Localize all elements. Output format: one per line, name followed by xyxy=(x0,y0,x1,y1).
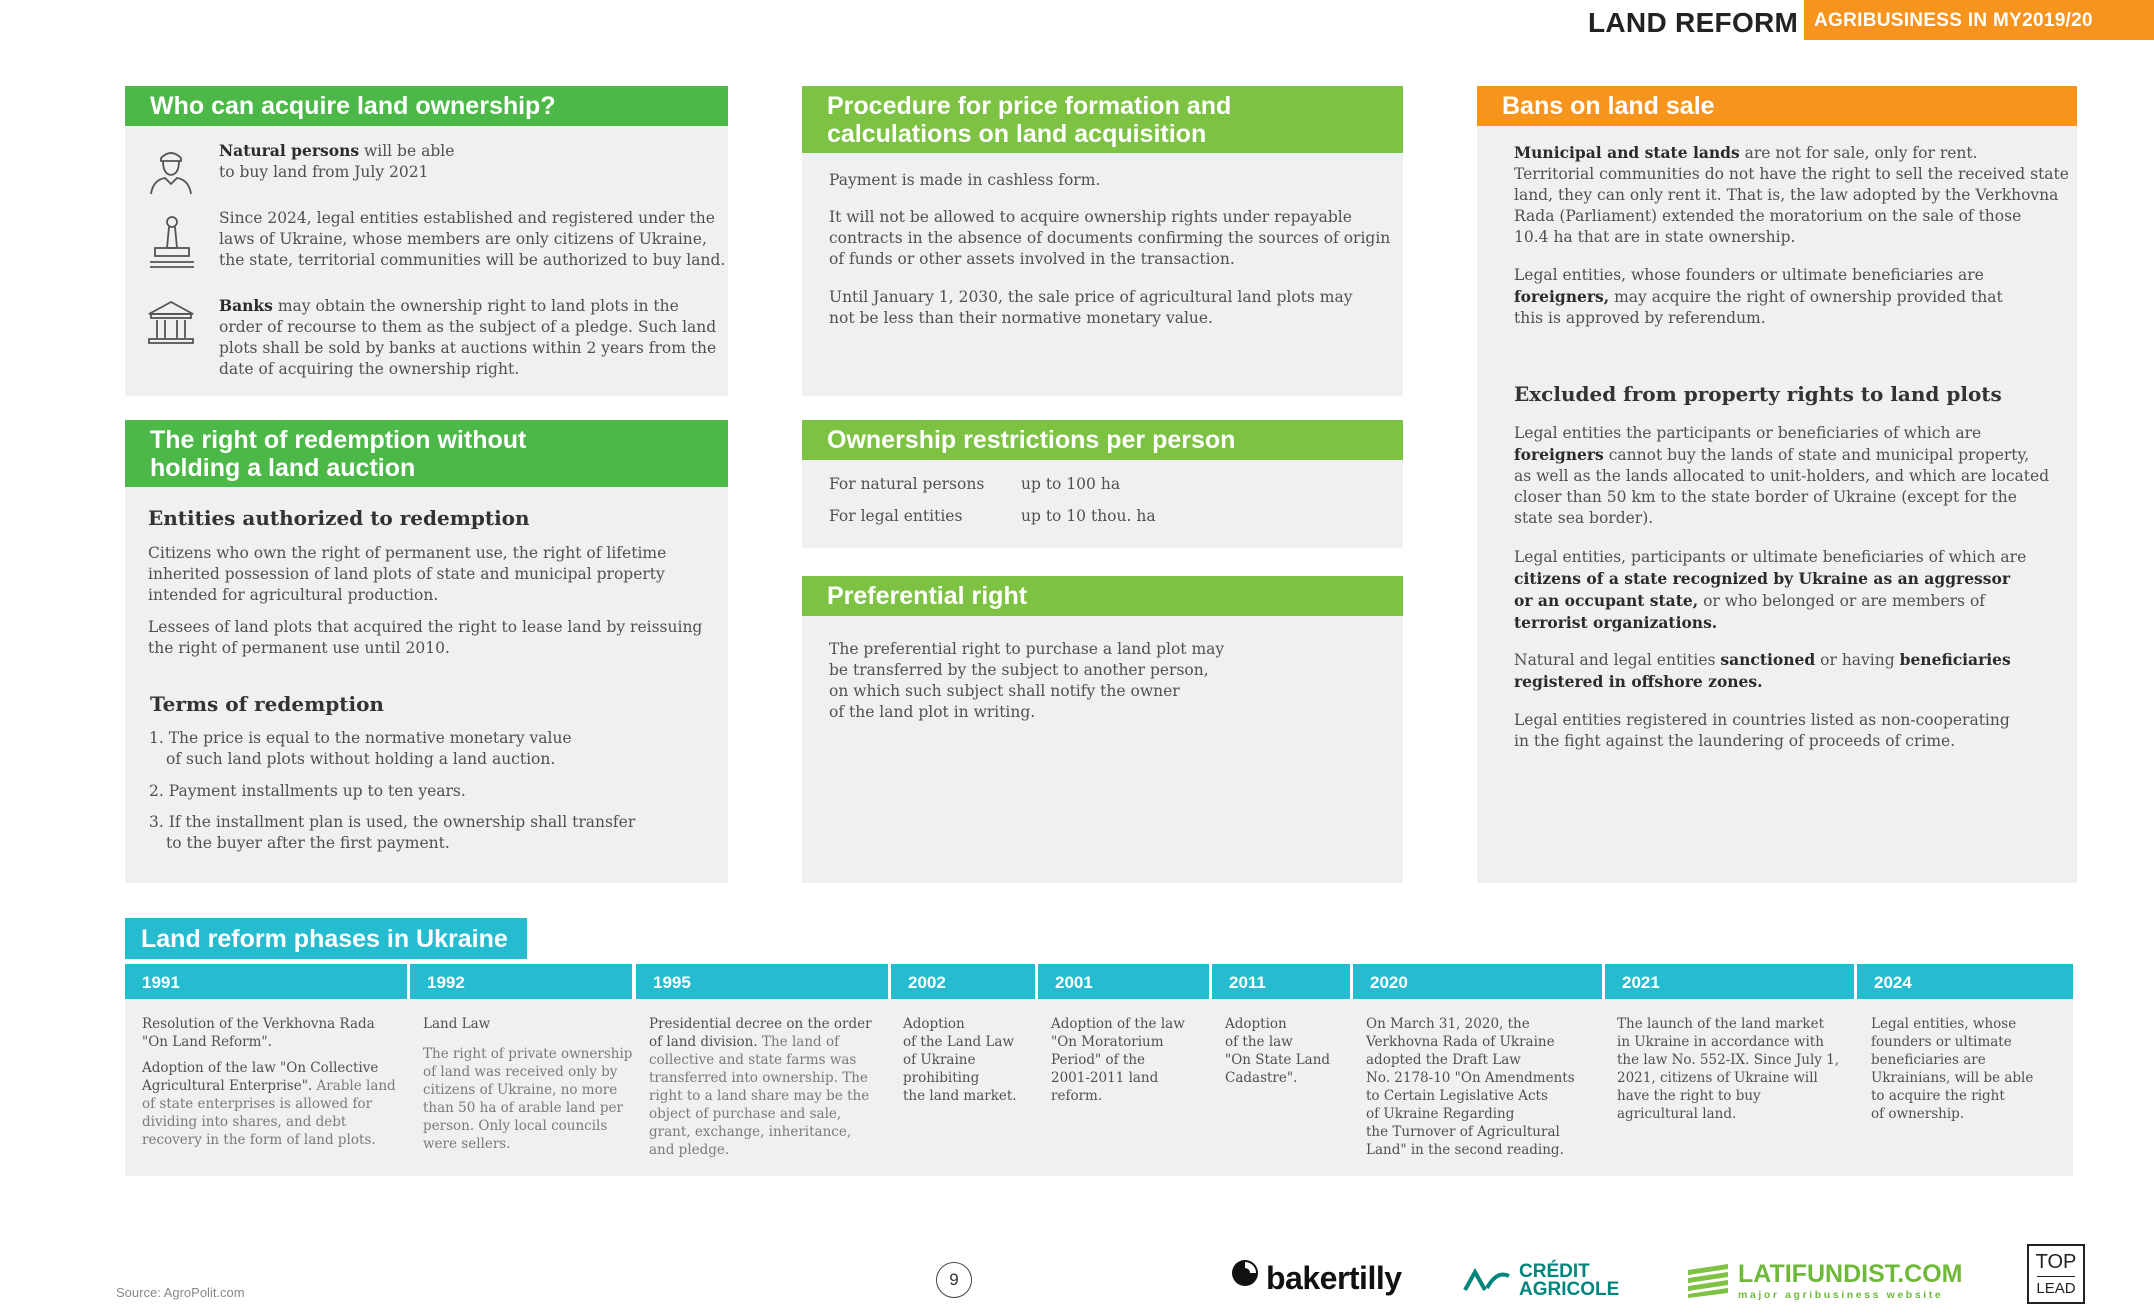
natural-persons-text: Natural persons will be able to buy land from July 2021 xyxy=(219,141,455,181)
terms-ownership-text: 3. If the installment plan is used, the ownership shall transfer to the buyer after the first payment. xyxy=(149,813,636,852)
timeline-text-2002: Adoption of the Land Law of Ukraine prohibiting the land market. xyxy=(903,1016,1017,1104)
timeline-year-2001: 2001 xyxy=(1038,964,1209,999)
latifundist-tagline: major agribusiness website xyxy=(1738,1289,1944,1301)
entities-authorized-subheading: Entities authorized to redemption xyxy=(148,506,530,530)
latifundist-logo[interactable] xyxy=(1688,1260,1988,1304)
excluded-sanctioned-text: Natural and legal entities sanctioned or having beneficiaries registered in offshore zones. xyxy=(1514,650,2011,691)
who-can-acquire-panel xyxy=(125,86,728,396)
top-lead-logo[interactable] xyxy=(2027,1244,2085,1304)
timeline-text-2024: Legal entities, whose founders or ultimate beneficiaries are Ukrainians, will be able to acquire the right of ownership. xyxy=(1871,1016,2034,1122)
credit-agricole-mark-icon xyxy=(1463,1268,1511,1292)
banks-text: Banks may obtain the ownership right to land plots in the order of recourse to them as the subject of a pledge. Such land plots shall be sold by banks at auctions within 2 years from the date of acquiring the ownership right. xyxy=(219,296,717,378)
restrictions-panel xyxy=(802,420,1403,548)
entities-citizens-text: Citizens who own the right of permanent use, the right of lifetime inherited possession of land plots of state and municipal property intended for agricultural production. xyxy=(148,544,667,604)
credit-agricole-line1: CRÉDIT xyxy=(1519,1261,1590,1282)
bakertilly-logo[interactable] xyxy=(1230,1254,1410,1300)
timeline-text-2020: On March 31, 2020, the Verkhovna Rada of Ukraine adopted the Draft Law No. 2178-10 "On Amendments to Certain Legislative Acts of Ukraine Regarding the Turnover of Agricultural Land" in the second reading. xyxy=(1366,1016,1575,1158)
preferential-text: The preferential right to purchase a land plot may be transferred by the subject to another person, on which such subject shall notify the owner of the land plot in writing. xyxy=(829,640,1225,721)
stamp-icon xyxy=(147,214,197,270)
timeline-text-2021: The launch of the land market in Ukraine in accordance with the law No. 552-IX. Since July 1, 2021, citizens of Ukraine will have the right to buy agricultural land. xyxy=(1617,1016,1840,1122)
report-tag: AGRIBUSINESS IN MY2019/20 xyxy=(1804,0,2154,40)
credit-agricole-line2: AGRICOLE xyxy=(1519,1279,1620,1300)
latifundist-wordmark: LATIFUNDIST.COM xyxy=(1738,1260,1963,1288)
restriction-natural-value: up to 100 ha xyxy=(1021,475,1121,493)
timeline-year-2002: 2002 xyxy=(891,964,1035,999)
restriction-legal-label: For legal entities xyxy=(829,507,963,525)
timeline-year-1995: 1995 xyxy=(636,964,888,999)
entities-lessees-text: Lessees of land plots that acquired the right to lease land by reissuing the right of permanent use until 2010. xyxy=(148,618,703,657)
timeline-text-1992: Land Law The right of private ownership of land was received only by citizens of Ukraine, no more than 50 ha of arable land per person. Only local councils were sellers. xyxy=(423,1016,633,1152)
excluded-aggressor-text: Legal entities, participants or ultimate beneficiaries of which are citizens of a state recognized by Ukraine as an aggressor or an occupant state, or who belonged or are members of terrorist organizations. xyxy=(1514,548,2027,632)
source-note: Source: AgroPolit.com xyxy=(116,1285,245,1300)
procedure-documents-text: It will not be allowed to acquire ownership rights under repayable contracts in the absence of documents confirming the sources of origin of funds or other assets involved in the transaction. xyxy=(829,208,1391,268)
timeline-year-2011: 2011 xyxy=(1212,964,1350,999)
procedure-price-text: Until January 1, 2030, the sale price of agricultural land plots may not be less than their normative monetary value. xyxy=(829,288,1353,327)
timeline-text-1995: Presidential decree on the order of land division. The land of collective and state farms was transferred into ownership. The right to a land share may be the object of purchase and sale, grant, exchange, inheritance, and pledge. xyxy=(649,1016,872,1158)
terms-price-text: 1. The price is equal to the normative monetary value of such land plots without holding a land auction. xyxy=(149,729,572,768)
top-lead-top: TOP xyxy=(2035,1251,2077,1273)
person-icon xyxy=(145,144,197,196)
bans-foreigners-text: Legal entities, whose founders or ultimate beneficiaries are foreigners, may acquire the right of ownership provided that this is approved by referendum. xyxy=(1514,266,2003,327)
legal-entities-text: Since 2024, legal entities established and registered under the laws of Ukraine, whose members are only citizens of Ukraine, the state, territorial communities will be authorized to buy land. xyxy=(219,209,726,269)
excluded-noncooperating-text: Legal entities registered in countries listed as non-cooperating in the fight against the laundering of proceeds of crime. xyxy=(1514,711,2010,750)
excluded-foreigners-text: Legal entities the participants or beneficiaries of which are foreigners cannot buy the lands of state and municipal property, as well as the lands allocated to unit-holders, and which are located closer than 50 km to the state border of Ukraine (except for the state sea border). xyxy=(1514,424,2050,527)
restrictions-heading: Ownership restrictions per person xyxy=(802,420,1403,460)
timeline-year-2021: 2021 xyxy=(1605,964,1854,999)
timeline-text-1991: Resolution of the Verkhovna Rada "On Land Reform". Adoption of the law "On Collective Agricultural Enterprise". Arable land of state enterprises is allowed for dividing into shares, and debt recovery in the form of land plots. xyxy=(142,1016,396,1148)
page-number: 9 xyxy=(936,1262,972,1298)
credit-agricole-logo[interactable] xyxy=(1463,1262,1638,1302)
terms-installments-text: 2. Payment installments up to ten years. xyxy=(149,782,466,800)
timeline-title: Land reform phases in Ukraine xyxy=(125,918,527,959)
timeline-year-1991: 1991 xyxy=(125,964,407,999)
restriction-legal-value: up to 10 thou. ha xyxy=(1021,507,1156,525)
bans-municipal-text: Municipal and state lands are not for sale, only for rent. Territorial communities do not have the right to sell the received state land, they can only rent it. That is, the law adopted by the Verkhovna Rada (Parliament) extended the moratorium on the sale of those 10.4 ha that are in state ownership. xyxy=(1514,143,2069,246)
latifundist-mark-icon xyxy=(1688,1264,1730,1298)
who-can-acquire-heading: Who can acquire land ownership? xyxy=(125,86,728,126)
timeline-text-2011: Adoption of the law "On State Land Cadastre". xyxy=(1225,1016,1331,1086)
bakertilly-mark-icon xyxy=(1230,1258,1260,1288)
timeline-text-2001: Adoption of the law "On Moratorium Period" of the 2001-2011 land reform. xyxy=(1051,1016,1185,1104)
bans-panel xyxy=(1477,86,2077,883)
preferential-panel xyxy=(802,576,1403,883)
redemption-panel xyxy=(125,420,728,883)
page-section-title: LAND REFORM xyxy=(1588,7,1799,38)
excluded-subheading: Excluded from property rights to land plots xyxy=(1514,382,2002,406)
redemption-heading: The right of redemption without holding a land auction xyxy=(125,420,728,487)
timeline-year-2020: 2020 xyxy=(1353,964,1602,999)
top-lead-lead: LEAD xyxy=(2036,1280,2076,1297)
timeline-year-1992: 1992 xyxy=(410,964,632,999)
preferential-heading: Preferential right xyxy=(802,576,1403,616)
bakertilly-wordmark: bakertilly xyxy=(1266,1260,1402,1296)
procedure-panel xyxy=(802,86,1403,396)
procedure-heading: Procedure for price formation and calculations on land acquisition xyxy=(802,86,1403,153)
bank-icon xyxy=(145,298,197,348)
procedure-payment-text: Payment is made in cashless form. xyxy=(829,171,1101,189)
bans-heading: Bans on land sale xyxy=(1477,86,2077,126)
terms-subheading: Terms of redemption xyxy=(150,692,384,716)
timeline-year-2024: 2024 xyxy=(1857,964,2073,999)
restriction-natural-label: For natural persons xyxy=(829,475,985,493)
